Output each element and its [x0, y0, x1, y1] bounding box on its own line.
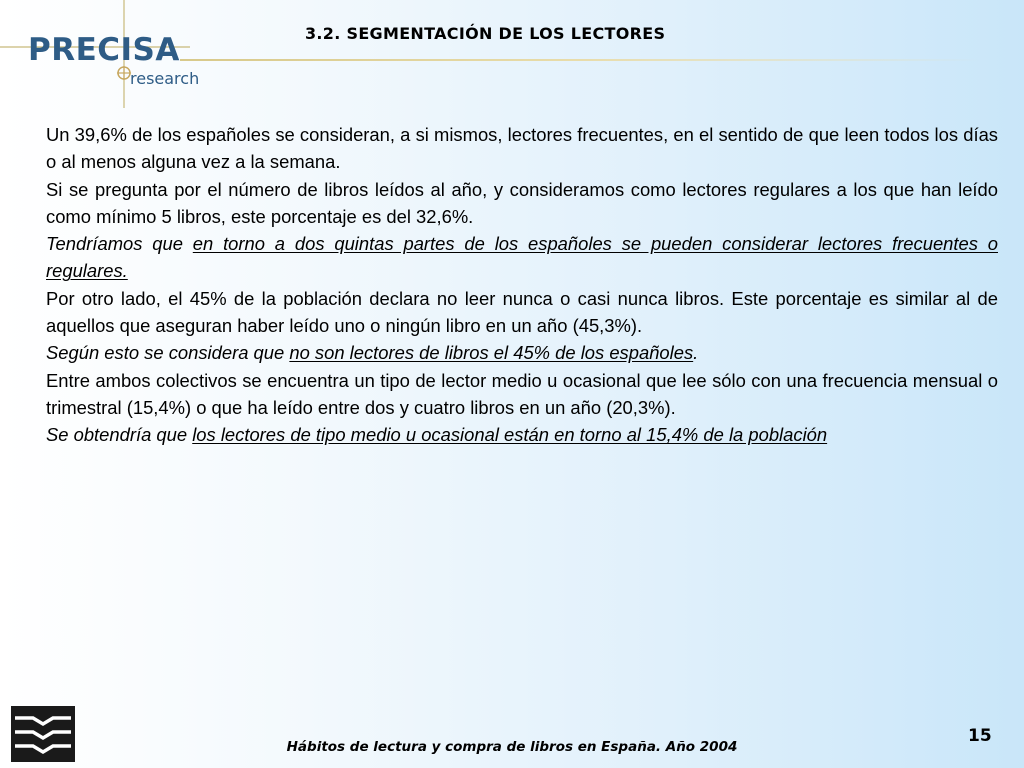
logo-brand-text: PRECISA	[28, 32, 180, 68]
conclusion-highlight: los lectores de tipo medio u ocasional están en torno al 15,4% de la población	[192, 424, 828, 446]
precisa-logo	[0, 0, 210, 112]
conclusion-lead: Tendríamos que	[46, 233, 193, 255]
conclusion-highlight: en torno a dos quintas partes de los españoles se pueden considerar lectores frecuentes o regulares.	[46, 233, 998, 282]
body-text	[46, 121, 998, 449]
conclusion-lead: Se obtendría que	[46, 424, 193, 446]
page-number: 15	[968, 726, 992, 746]
title-divider	[180, 59, 980, 61]
logo-sub-text: research	[130, 69, 200, 88]
conclusion-lector-medio	[46, 421, 998, 448]
conclusion-no-lectores	[46, 339, 998, 366]
paragraph-lectores-regulares: Si se pregunta por el número de libros leídos al año, y consideramos como lectores regulares a los que han leído como mínimo 5 libros, este porcentaje es del 32,6%.	[46, 178, 998, 227]
paragraph-no-lectores: Por otro lado, el 45% de la población declara no leer nunca o casi nunca libros. Este porcentaje es similar al de aquellos que aseguran haber leído uno o ningún libro en un año (45,3%).	[46, 287, 998, 337]
footer-caption: Hábitos de lectura y compra de libros en España. Año 2004	[286, 739, 738, 755]
conclusion-tail: .	[693, 342, 699, 364]
page-title: 3.2. SEGMENTACIÓN DE LOS LECTORES	[305, 24, 666, 43]
conclusion-frecuentes	[46, 230, 998, 285]
conclusion-lead: Según esto se considera que	[46, 342, 290, 364]
paragraph-lector-medio: Entre ambos colectivos se encuentra un tipo de lector medio u ocasional que lee sólo con una frecuencia mensual o trimestral (15,4%) o que ha leído entre dos y cuatro libros en un año (20,3%).	[46, 369, 998, 418]
paragraph-lectores-frecuentes: Un 39,6% de los españoles se consideran, a si mismos, lectores frecuentes, en el sentido de que leen todos los días o al menos alguna vez a la semana.	[46, 124, 998, 173]
conclusion-highlight: no son lectores de libros el 45% de los españoles	[289, 342, 694, 364]
